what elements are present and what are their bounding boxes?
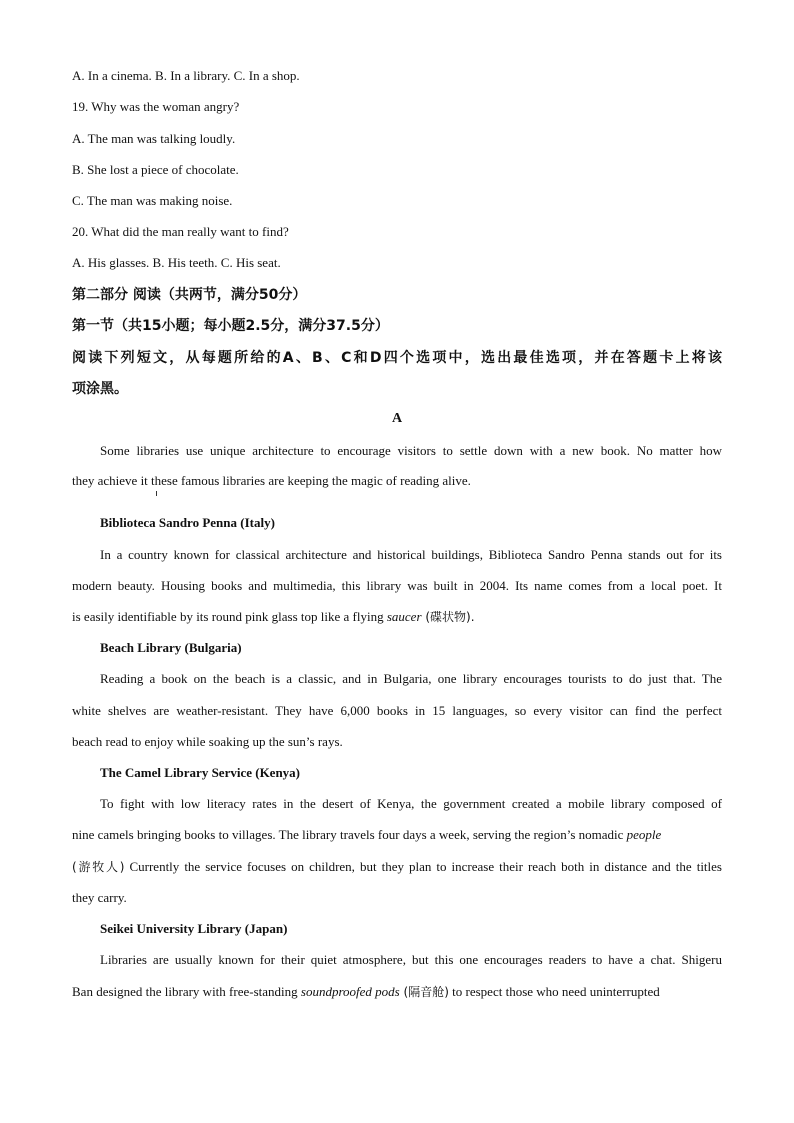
library-title-bulgaria: Beach Library (Bulgaria): [100, 640, 242, 655]
kenya-line-2: [72, 826, 722, 844]
japan-line-2-end: to respect those who need uninterrupted: [448, 984, 660, 999]
italy-line-1: In a country known for classical architecture and historical buildings, Biblioteca Sandro Penna stands out for its: [100, 547, 722, 562]
library-title-italy: Biblioteca Sandro Penna (Italy): [100, 515, 275, 530]
kenya-gloss: (游牧人): [72, 860, 125, 874]
q20-question: 20. What did the man really want to find?: [72, 224, 289, 239]
kenya-line-3-text: Currently the service focuses on children, but they plan to increase their reach both in distance and the titles: [124, 859, 722, 874]
section-title: 第一节（共15小题；每小题2.5分，满分37.5分）: [72, 318, 389, 334]
q19-question: 19. Why was the woman angry?: [72, 99, 240, 114]
q19-option-a: A. The man was talking loudly.: [72, 131, 236, 146]
intro-line-2: they achieve it these famous libraries are keeping the magic of reading alive.: [72, 473, 471, 488]
italy-gloss: (碟状物).: [421, 610, 475, 624]
q19-option-c: C. The man was making noise.: [72, 193, 233, 208]
italy-line-3: [72, 608, 475, 626]
italy-line-3-text: is easily identifiable by its round pink glass top like a flying: [72, 609, 387, 624]
library-title-kenya: The Camel Library Service (Kenya): [100, 765, 301, 780]
passage-letter: A: [391, 411, 403, 426]
japan-italic-words: soundproofed pods: [300, 984, 400, 999]
kenya-line-3: [72, 858, 722, 876]
kenya-line-2-text: nine camels bringing books to villages. The library travels four days a week, serving the region’s nomadic: [72, 827, 627, 842]
instruction-line-2: 项涂黑。: [72, 381, 128, 397]
part-title: 第二部分 阅读（共两节，满分50分）: [72, 287, 307, 303]
q18-options: A. In a cinema. B. In a library. C. In a shop.: [72, 68, 300, 83]
japan-line-2-text: Ban designed the library with free-standing: [72, 984, 301, 999]
q20-options: A. His glasses. B. His teeth. C. His seat.: [72, 255, 281, 270]
q19-option-b: B. She lost a piece of chocolate.: [72, 162, 239, 177]
japan-line-1: Libraries are usually known for their quiet atmosphere, but this one encourages readers to have a chat. Shigeru: [100, 952, 722, 967]
instruction-line-1: 阅读下列短文，从每题所给的A、B、C和D四个选项中，选出最佳选项，并在答题卡上将该: [72, 350, 722, 366]
comma-mark: [156, 491, 157, 496]
kenya-line-1: To fight with low literacy rates in the desert of Kenya, the government created a mobile library composed of: [100, 796, 722, 811]
bulgaria-line-3: beach read to enjoy while soaking up the sun’s rays.: [72, 734, 343, 749]
kenya-italic-word: people: [626, 827, 662, 842]
bulgaria-line-1: Reading a book on the beach is a classic, and in Bulgaria, one library encourages tourists to do just that. The: [100, 671, 722, 686]
intro-line-1: Some libraries use unique architecture to encourage visitors to settle down with a new book. No matter how: [100, 443, 722, 458]
italy-line-2: modern beauty. Housing books and multimedia, this library was built in 2004. Its name comes from a local poet. It: [72, 578, 722, 593]
japan-gloss: (隔音舱): [399, 985, 449, 999]
library-title-japan: Seikei University Library (Japan): [100, 921, 288, 936]
bulgaria-line-2: white shelves are weather-resistant. They have 6,000 books in 15 languages, so every visitor can find the perfect: [72, 703, 722, 718]
italy-italic-word: saucer: [386, 609, 422, 624]
japan-line-2: [72, 983, 660, 1001]
kenya-line-4: they carry.: [72, 890, 127, 905]
